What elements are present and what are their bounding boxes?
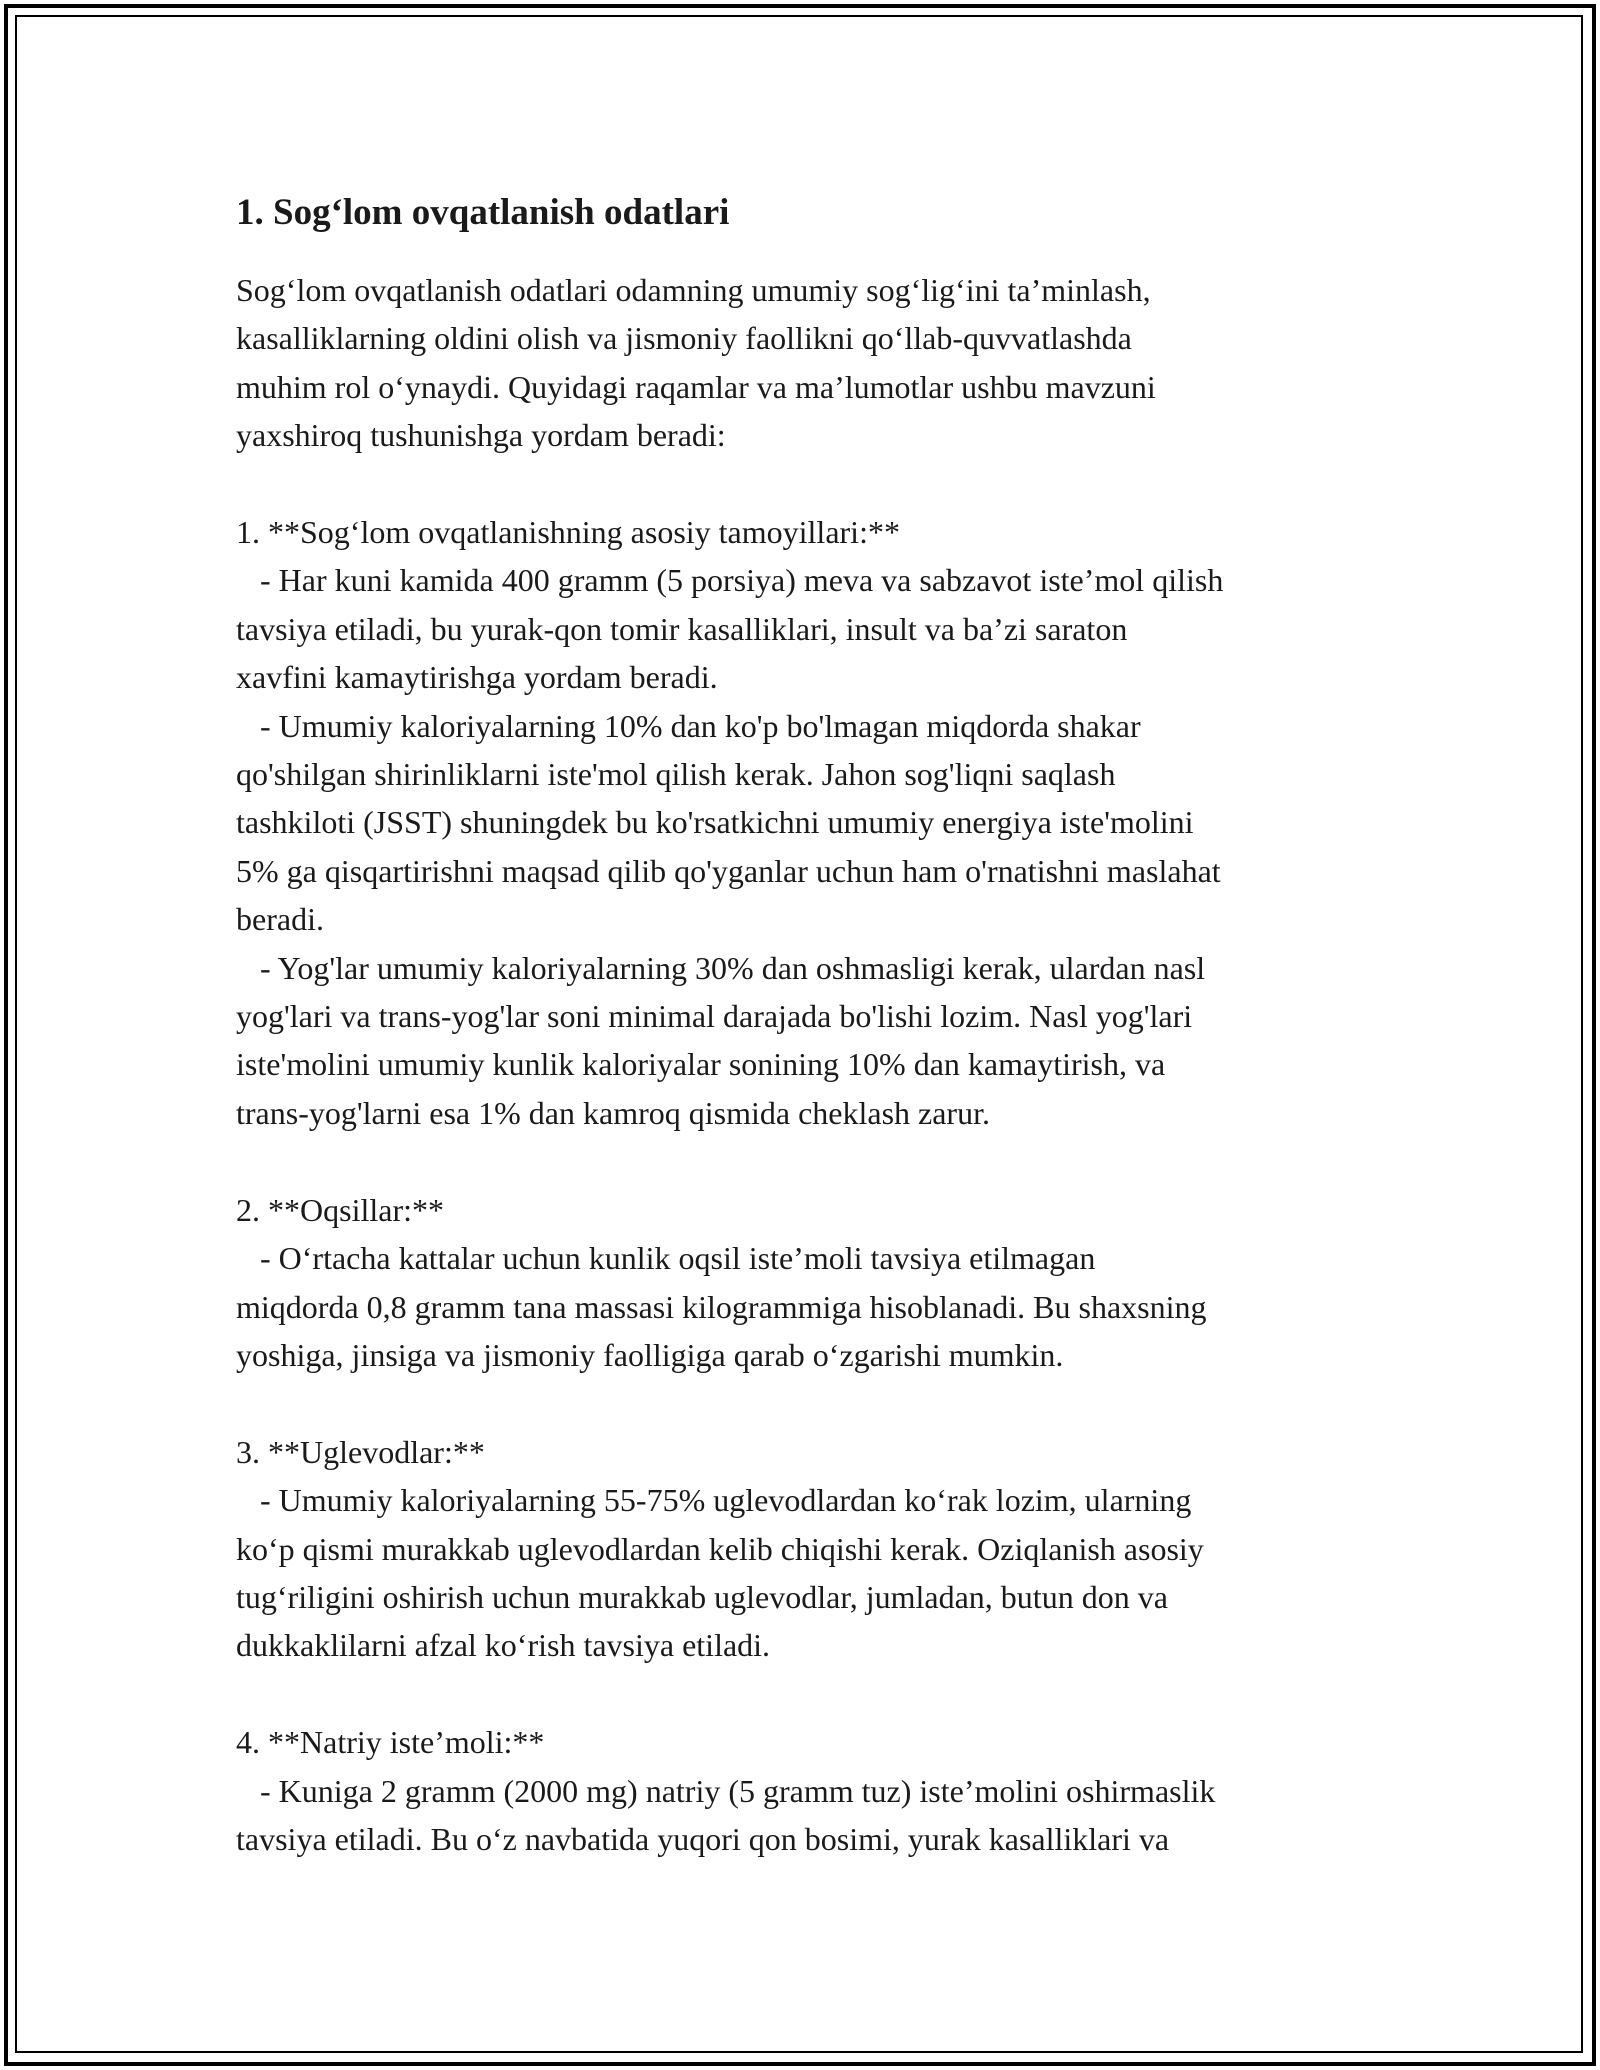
- text-line: 4. **Natriy iste’moli:**: [236, 1724, 545, 1761]
- text-line: 2. **Oqsillar:**: [236, 1191, 444, 1228]
- text-line: trans-yog'larni esa 1% dan kamroq qismida cheklash zarur.: [236, 1094, 990, 1131]
- text-line: [236, 1137, 1396, 1185]
- text-line: kasalliklarning oldini olish va jismoniy faollikni qo‘llab-quvvatlashda: [236, 320, 1132, 357]
- text-line: beradi.: [236, 901, 324, 938]
- text-line: dukkaklilarni afzal ko‘rish tavsiya etiladi.: [236, 1627, 771, 1664]
- text-line: yog'lari va trans-yog'lar soni minimal darajada bo'lishi lozim. Nasl yog'lari: [236, 998, 1193, 1035]
- text-line: ko‘p qismi murakkab uglevodlardan kelib chiqishi kerak. Oziqlanish asosiy: [236, 1530, 1204, 1567]
- text-line: tavsiya etiladi. Bu o‘z navbatida yuqori qon bosimi, yurak kasalliklari va: [236, 1820, 1170, 1857]
- text-line: Sog‘lom ovqatlanish odatlari odamning umumiy sog‘lig‘ini ta’minlash,: [236, 272, 1151, 308]
- text-line: [236, 460, 1396, 508]
- text-line: yaxshiroq tushunishga yordam beradi:: [236, 417, 726, 454]
- text-line: muhim rol o‘ynaydi. Quyidagi raqamlar va ma’lumotlar ushbu mavzuni: [236, 368, 1156, 405]
- text-line: - Umumiy kaloriyalarning 10% dan ko'p bo'lmagan miqdorda shakar: [236, 707, 1141, 744]
- text-line: xavfini kamaytirishga yordam beradi.: [236, 659, 718, 696]
- text-line: tavsiya etiladi, bu yurak-qon tomir kasalliklari, insult va ba’zi saraton: [236, 610, 1128, 647]
- text-line: yoshiga, jinsiga va jismoniy faolligiga qarab o‘zgarishi mumkin.: [236, 1336, 1064, 1373]
- text-line: [236, 1379, 1396, 1427]
- text-line: miqdorda 0,8 gramm tana massasi kilogrammiga hisoblanadi. Bu shaxsning: [236, 1288, 1207, 1325]
- document-body: [236, 186, 1396, 1863]
- text-line: 5% ga qisqartirishni maqsad qilib qo'yganlar uchun ham o'rnatishni maslahat: [236, 852, 1221, 889]
- text-line: - Har kuni kamida 400 gramm (5 porsiya) meva va sabzavot iste’mol qilish: [236, 562, 1224, 599]
- text-line: qo'shilgan shirinliklarni iste'mol qilish kerak. Jahon sog'liqni saqlash: [236, 756, 1116, 793]
- document-title: 1. Sog‘lom ovqatlanish odatlari: [236, 192, 730, 233]
- text-line: tashkiloti (JSST) shuningdek bu ko'rsatkichni umumiy energiya iste'molini: [236, 804, 1194, 841]
- document-text: [236, 266, 1396, 1863]
- text-line: - Umumiy kaloriyalarning 55-75% uglevodlardan ko‘rak lozim, ularning: [236, 1482, 1192, 1519]
- text-line: - Kuniga 2 gramm (2000 mg) natriy (5 gramm tuz) iste’molini oshirmaslik: [236, 1772, 1216, 1809]
- text-line: 1. **Sog‘lom ovqatlanishning asosiy tamoyillari:**: [236, 514, 900, 551]
- text-line: [236, 1670, 1396, 1718]
- text-line: - O‘rtacha kattalar uchun kunlik oqsil iste’moli tavsiya etilmagan: [236, 1240, 1096, 1277]
- text-line: tug‘riligini oshirish uchun murakkab uglevodlar, jumladan, butun don va: [236, 1578, 1168, 1615]
- text-line: 3. **Uglevodlar:**: [236, 1433, 485, 1470]
- text-line: iste'molini umumiy kunlik kaloriyalar sonining 10% dan kamaytirish, va: [236, 1046, 1166, 1083]
- text-line: - Yog'lar umumiy kaloriyalarning 30% dan oshmasligi kerak, ulardan nasl: [236, 949, 1206, 986]
